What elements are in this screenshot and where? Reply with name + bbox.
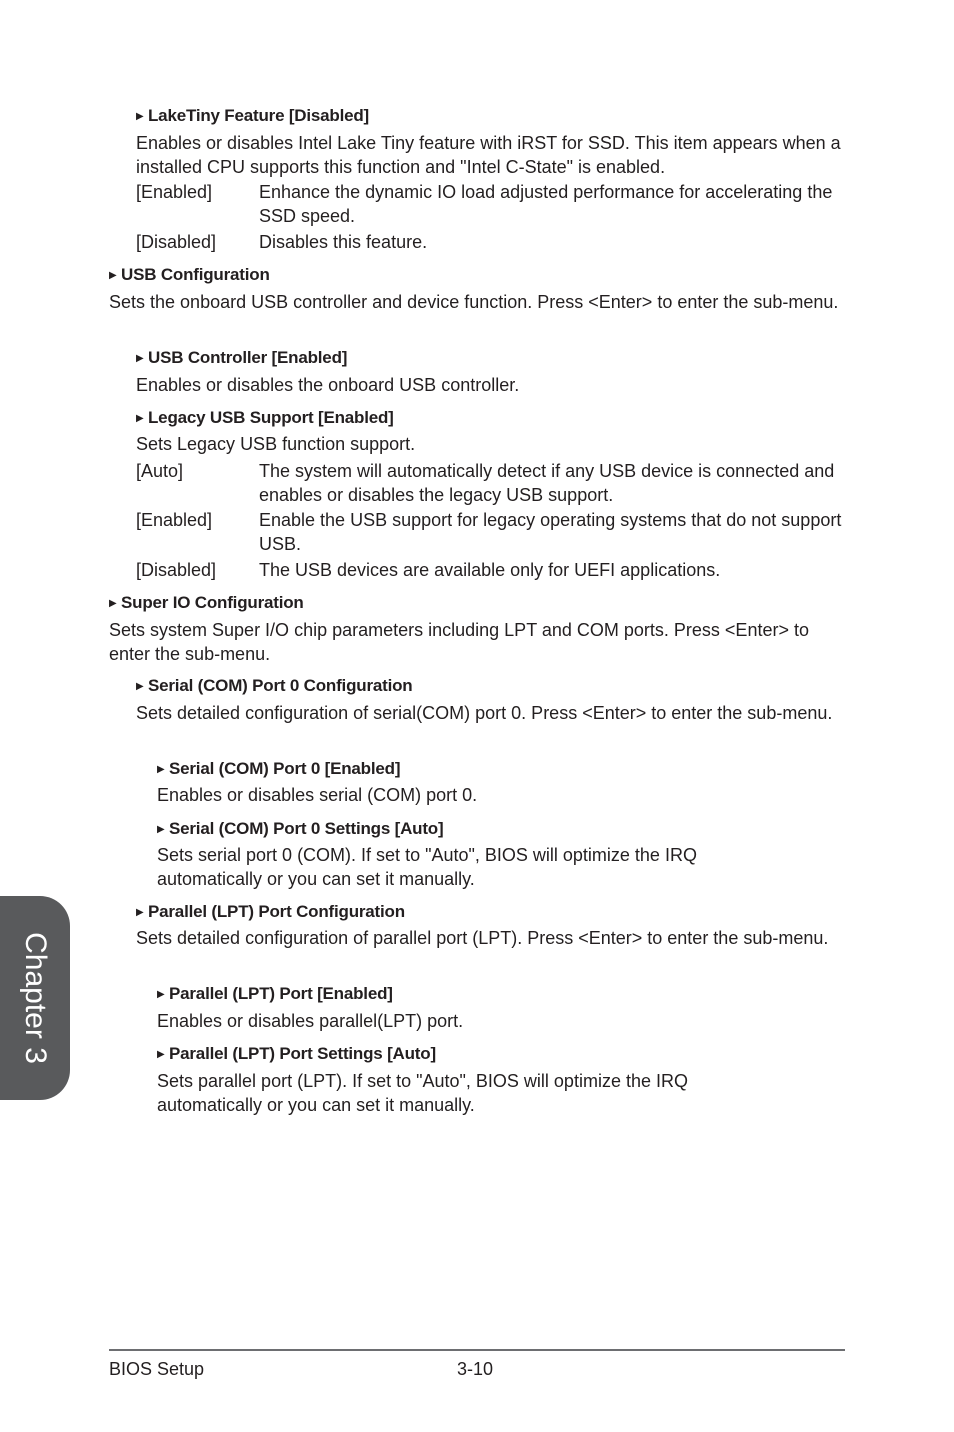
laketiny-description: Enables or disables Intel Lake Tiny feature with iRST for SSD. This item appears when a installed CPU supports this function and "Intel C-State" is enabled. — [136, 133, 841, 177]
usb-controller-heading: ▶ USB Controller [Enabled] — [136, 348, 348, 367]
serial-port-settings-heading: ▶ Serial (COM) Port 0 Settings [Auto] — [157, 819, 444, 838]
serial-port-enabled-description: Enables or disables serial (COM) port 0. — [157, 785, 478, 805]
triangle-bullet-icon: ▶ — [109, 270, 117, 281]
usb-controller-description: Enables or disables the onboard USB controller. — [136, 375, 520, 395]
triangle-bullet-icon: ▶ — [157, 989, 165, 1000]
usb-configuration-heading: ▶ USB Configuration — [109, 265, 270, 284]
triangle-bullet-icon: ▶ — [157, 824, 165, 835]
legacy-usb-description: Sets Legacy USB function support. — [136, 434, 416, 454]
triangle-bullet-icon: ▶ — [136, 907, 144, 918]
triangle-bullet-icon: ▶ — [136, 413, 144, 424]
legacy-usb-heading: ▶ Legacy USB Support [Enabled] — [136, 408, 394, 427]
triangle-bullet-icon: ▶ — [157, 764, 165, 775]
legacy-usb-option-value: Enable the USB support for legacy operating systems that do not support USB. — [259, 510, 842, 554]
legacy-usb-option-value: The system will automatically detect if any USB device is connected and enables or disables the legacy USB support. — [259, 461, 835, 505]
chapter-tab-label: Chapter 3 — [19, 932, 52, 1064]
parallel-port-settings-description: Sets parallel port (LPT). If set to "Auto", BIOS will optimize the IRQ automatically or you can set it manually. — [157, 1071, 688, 1115]
laketiny-option-key: [Disabled] — [136, 232, 217, 252]
serial-port-configuration-description: Sets detailed configuration of serial(COM) port 0. Press <Enter> to enter the sub-menu. — [136, 703, 833, 723]
laketiny-option-value: Disables this feature. — [259, 232, 428, 252]
super-io-description: Sets system Super I/O chip parameters including LPT and COM ports. Press <Enter> to enter the sub-menu. — [109, 620, 809, 664]
legacy-usb-option-key: [Disabled] — [136, 560, 217, 580]
parallel-port-settings-heading: ▶ Parallel (LPT) Port Settings [Auto] — [157, 1044, 436, 1063]
laketiny-option-key: [Enabled] — [136, 182, 213, 202]
triangle-bullet-icon: ▶ — [136, 353, 144, 364]
chapter-tab — [0, 896, 70, 1100]
triangle-bullet-icon: ▶ — [157, 1049, 165, 1060]
parallel-port-configuration-description: Sets detailed configuration of parallel port (LPT). Press <Enter> to enter the sub-menu. — [136, 928, 829, 948]
parallel-port-configuration-heading: ▶ Parallel (LPT) Port Configuration — [136, 902, 405, 921]
usb-configuration-description: Sets the onboard USB controller and device function. Press <Enter> to enter the sub-menu. — [109, 292, 839, 312]
legacy-usb-option-key: [Enabled] — [136, 510, 213, 530]
legacy-usb-option-value: The USB devices are available only for UEFI applications. — [259, 560, 721, 580]
triangle-bullet-icon: ▶ — [109, 598, 117, 609]
parallel-port-enabled-description: Enables or disables parallel(LPT) port. — [157, 1011, 464, 1031]
footer-page-number: 3-10 — [457, 1359, 494, 1379]
laketiny-option-value: Enhance the dynamic IO load adjusted performance for accelerating the SSD speed. — [259, 182, 833, 226]
triangle-bullet-icon: ▶ — [136, 681, 144, 692]
legacy-usb-option-key: [Auto] — [136, 461, 184, 481]
parallel-port-enabled-heading: ▶ Parallel (LPT) Port [Enabled] — [157, 984, 393, 1003]
laketiny-heading: ▶ LakeTiny Feature [Disabled] — [136, 106, 370, 125]
triangle-bullet-icon: ▶ — [136, 111, 144, 122]
footer-divider — [109, 1349, 845, 1351]
serial-port-enabled-heading: ▶ Serial (COM) Port 0 [Enabled] — [157, 759, 401, 778]
super-io-heading: ▶ Super IO Configuration — [109, 593, 304, 612]
serial-port-configuration-heading: ▶ Serial (COM) Port 0 Configuration — [136, 676, 413, 695]
serial-port-settings-description: Sets serial port 0 (COM). If set to "Auto", BIOS will optimize the IRQ automatically or you can set it manually. — [157, 845, 697, 889]
footer-section-title: BIOS Setup — [109, 1359, 205, 1379]
